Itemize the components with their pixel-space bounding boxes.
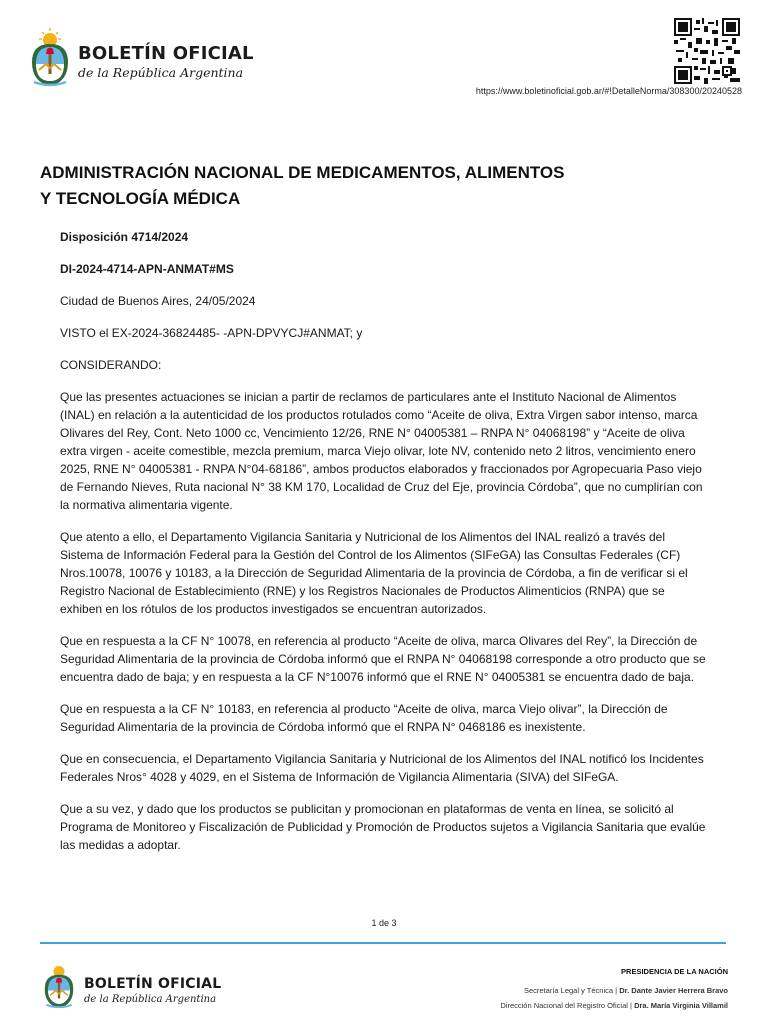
page-number: 1 de 3 (371, 918, 397, 928)
footer-authorities (428, 964, 728, 1013)
paragraph: Que en respuesta a la CF N° 10183, en referencia al producto “Aceite de oliva, marca Viejo olivar”, la Dirección de Seguridad Alimentaria de la provincia de Córdoba informó que el RNPA N° 0468186 es inexistente. (60, 702, 668, 734)
qr-code-icon (674, 18, 740, 84)
disposition-number: Disposición 4714/2024 (60, 230, 189, 244)
footer-divider (40, 942, 726, 944)
place-date: Ciudad de Buenos Aires, 24/05/2024 (60, 294, 256, 308)
authority-line-1: Secretaría Legal y Técnica | Dr. Dante Javier Herrera Bravo (523, 986, 728, 995)
footer-brand-subtitle: de la República Argentina (84, 994, 217, 1005)
visto-clause: VISTO el EX-2024-36824485- -APN-DPVYCJ#ANMAT; y (60, 326, 363, 340)
authority-name: Dr. Dante Javier Herrera Bravo (619, 986, 728, 995)
considerando-heading: CONSIDERANDO: (60, 358, 162, 372)
footer-brand-title: BOLETÍN OFICIAL (84, 976, 222, 992)
authority-office: Dirección Nacional del Registro Oficial (500, 1001, 628, 1010)
presidency-label: PRESIDENCIA DE LA NACIÓN (621, 967, 728, 976)
agency-heading-line2: Y TECNOLOGÍA MÉDICA (40, 189, 241, 208)
coat-of-arms-icon (26, 26, 74, 88)
brand-subtitle: de la República Argentina (78, 65, 244, 80)
authority-name: Dra. María Virginia Villamil (634, 1001, 728, 1010)
document-body (60, 228, 710, 868)
authority-office: Secretaría Legal y Técnica (523, 986, 614, 995)
agency-heading-line1: ADMINISTRACIÓN NACIONAL DE MEDICAMENTOS, ALIMENTOS (40, 163, 565, 182)
paragraph: Que atento a ello, el Departamento Vigilancia Sanitaria y Nutricional de los Alimentos del INAL realizó a través del Sistema de Información Federal para la Gestión del Control de los Alimentos (SIFeGA) las Consultas Federales (CF) Nros.10078, 10076 y 10183, a la Dirección de Seguridad Alimentaria de la provincia de Córdoba, a fin de verificar si el Registro Nacional de Establecimiento (RNE) y los Registros Nacionales de Productos Alimenticios (RNPA) que se exhiben en los rótulos de los productos investigados se encuentran autorizados. (60, 530, 688, 616)
paragraph: Que las presentes actuaciones se inician a partir de reclamos de particulares ante el Instituto Nacional de Alimentos (INAL) en relación a la autenticidad de los productos rotulados como “Aceite de oliva, Extra Virgen sabor intenso, marca Olivares del Rey, Cont. Neto 1000 cc, Vencimiento 12/26, RNE N° 04005381 – RNPA N° 04068198” y “Aceite de oliva extra virgen - aceite comestible, mezcla premium, marca Viejo olivar, lote NV, contenido neto 2 litros, vencimiento enero 2025, RNE N° 04005381 - RNPA N°04-68186”, ambos productos elaborados y fraccionados por Agropecuaria Paso viejo de Fernando Nieves, Ruta nacional N° 38 KM 170, Localidad de Cruz del Eje, provincia Córdoba”, que no cumplirían con la normativa alimentaria vigente. (60, 390, 703, 512)
document-reference: DI-2024-4714-APN-ANMAT#MS (60, 262, 234, 276)
authority-line-2: Dirección Nacional del Registro Oficial | Dra. María Virginia Villamil (500, 1001, 728, 1010)
footer-brand (84, 976, 221, 1006)
brand-title: BOLETÍN OFICIAL (78, 43, 254, 64)
paragraph: Que en consecuencia, el Departamento Vigilancia Sanitaria y Nutricional de los Alimentos del INAL notificó los Incidentes Federales Nros° 4028 y 4029, en el Sistema de Información de Vigilancia Alimentaria (SIVA) del SIFeGA. (60, 752, 704, 784)
paragraph: Que a su vez, y dado que los productos se publicitan y promocionan en plataformas de venta en línea, se solicitó al Programa de Monitoreo y Fiscalización de Publicidad y Promoción de Productos sujetos a Vigilancia Sanitaria que evalúe las medidas a adoptar. (60, 802, 706, 852)
header-brand (78, 44, 254, 81)
footer-coat-of-arms-icon (40, 960, 78, 1010)
agency-heading (40, 160, 680, 212)
document-url[interactable]: https://www.boletinoficial.gob.ar/#!DetalleNorma/308300/20240528 (475, 86, 742, 96)
paragraph: Que en respuesta a la CF N° 10078, en referencia al producto “Aceite de oliva, marca Olivares del Rey”, la Dirección de Seguridad Alimentaria de la provincia de Córdoba informó que el RNPA N° 04068198 corresponde a otro producto que se encuentra dado de baja; y en respuesta a la CF N°10076 informó que el RNE N° 04005381 se encuentra dado de baja. (60, 634, 706, 684)
